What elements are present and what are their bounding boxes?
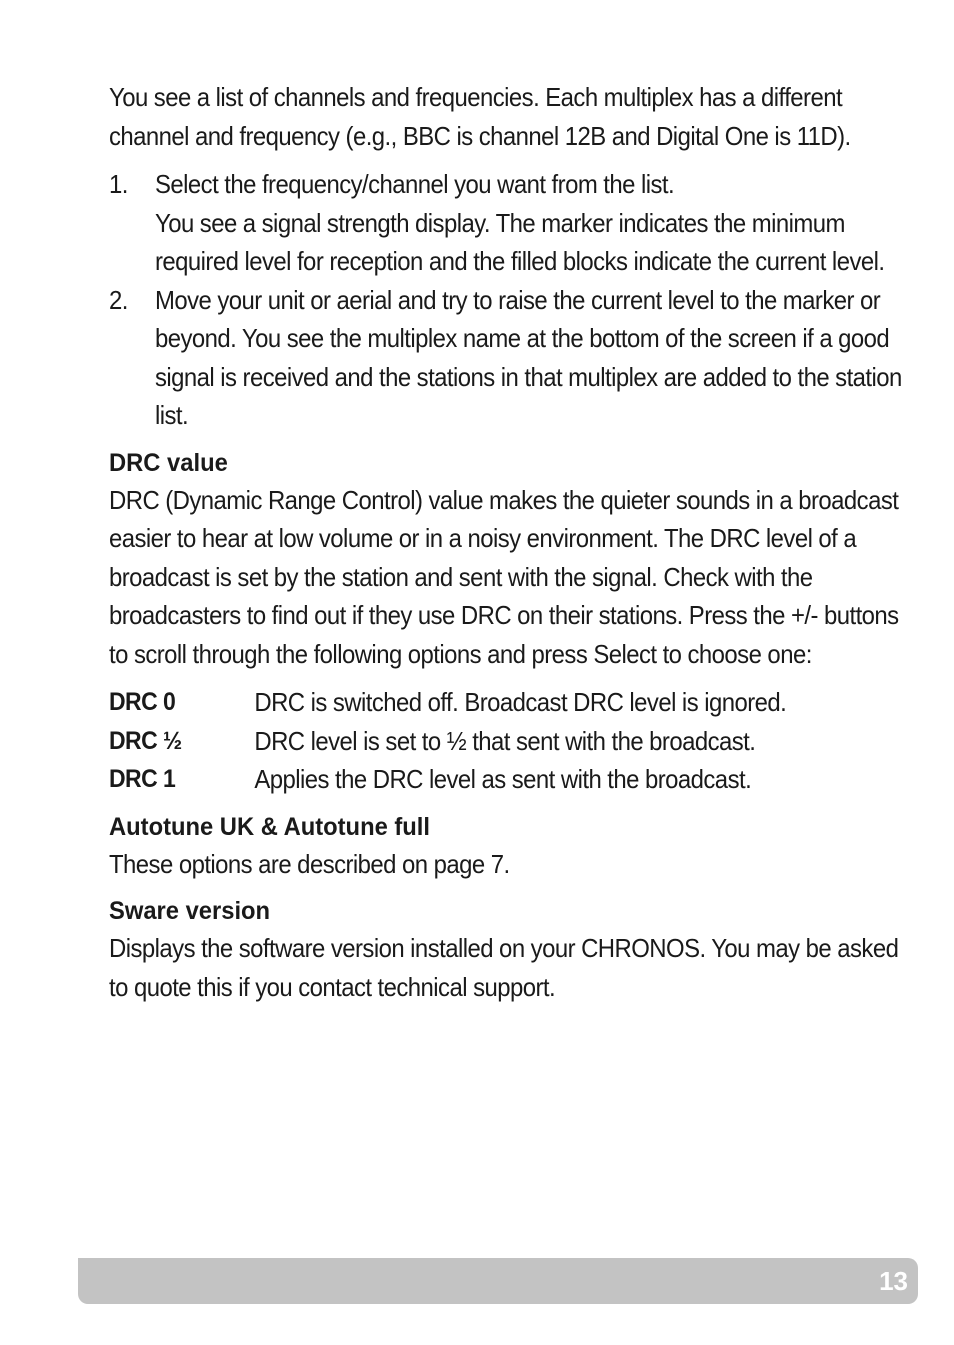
drc-option-desc: DRC is switched off. Broadcast DRC level is ignored. — [254, 687, 787, 717]
drc-options-table — [109, 683, 909, 799]
drc-option-key: DRC ½ — [109, 726, 182, 755]
drc-option-desc: DRC level is set to ½ that sent with the broadcast. — [254, 725, 756, 756]
intro-paragraph: You see a list of channels and frequencies. Each multiplex has a different channel and frequency (e.g., BBC is channel 12B and Digital One is 11D). — [109, 82, 851, 151]
autotune-paragraph: These options are described on page 7. — [109, 848, 510, 879]
footer-bar — [78, 1258, 918, 1304]
drc-option-key: DRC 0 — [109, 688, 176, 716]
step-item — [109, 281, 909, 435]
drc-option-desc: Applies the DRC level as sent with the broadcast. — [254, 764, 752, 794]
step-text: Move your unit or aerial and try to raise the current level to the marker or beyond. You see the multiplex name at the bottom of the screen if a good signal is received and the stations in that multiplex are added to the station list. — [155, 284, 902, 430]
manual-page — [109, 78, 909, 1006]
drc-option-row — [109, 683, 909, 722]
autotune-heading: Autotune UK & Autotune full — [109, 812, 430, 841]
step-body — [155, 165, 909, 281]
drc-option-row — [109, 722, 909, 761]
step-number: 1. — [109, 169, 128, 199]
step-text: Select the frequency/channel you want from the list. — [155, 169, 675, 199]
drc-paragraph: DRC (Dynamic Range Control) value makes the quieter sounds in a broadcast easier to hear at low volume or in a noisy environment. The DRC level of a broadcast is set by the station and sent with the signal. Check with the broadcasters to find out if they use DRC on their stations. Press the +/- buttons to scroll through the following options and press Select to choose one: — [109, 484, 899, 669]
step-item — [109, 165, 909, 281]
drc-heading: DRC value — [109, 448, 228, 477]
drc-option-key: DRC 1 — [109, 765, 176, 793]
page-number: 13 — [879, 1266, 908, 1296]
sware-paragraph: Displays the software version installed on your CHRONOS. You may be asked to quote this if you contact technical support. — [109, 933, 899, 1002]
sware-heading: Sware version — [109, 897, 271, 925]
drc-option-row — [109, 760, 909, 799]
step-number: 2. — [109, 284, 128, 315]
steps-list — [109, 165, 909, 435]
step-detail: You see a signal strength display. The marker indicates the minimum required level for reception and the filled blocks indicate the current level. — [155, 207, 885, 276]
